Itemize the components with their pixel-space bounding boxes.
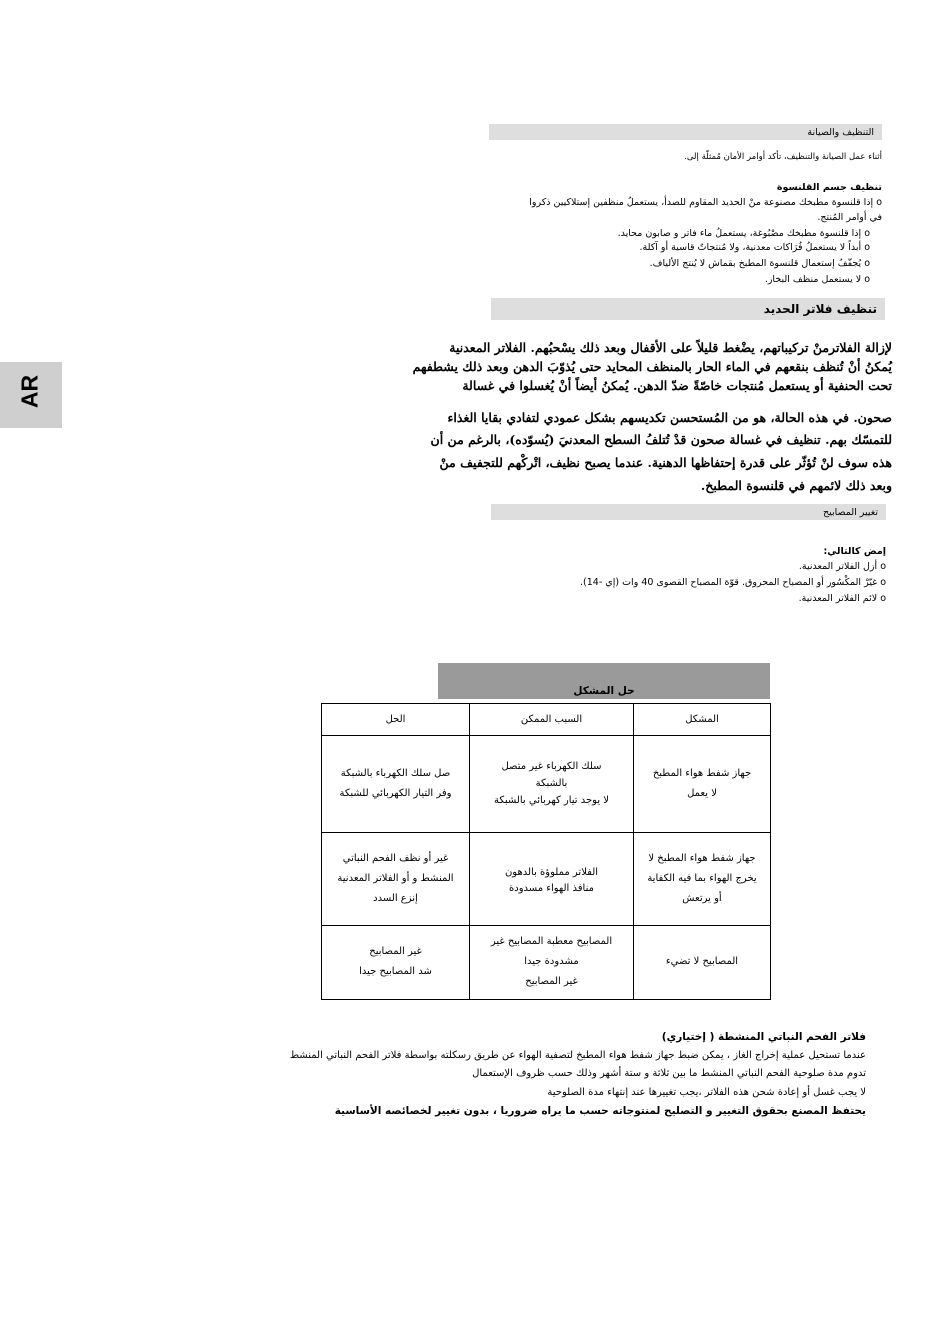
cell-line: بالشبكة	[535, 778, 568, 790]
cell-line: يخرج الهواء بما فيه الكفاية	[647, 873, 757, 885]
table-row	[322, 833, 771, 925]
solution-cell	[322, 736, 470, 833]
cell-line: أو يرتعش	[682, 893, 722, 905]
language-tab-label: AR	[16, 374, 43, 409]
problem-cell	[634, 736, 771, 833]
hood-line: o إذا قلنسوة مطبخك مصنوعة منْ الحديد المقاوم للصدأ، يستعملُ منظفين إستلاكيين ذكروا	[529, 197, 882, 208]
filters-line: للتمسّك بهم. تنظيف في غسالة صحون قدْ تُتلفُ السطح المعدنيَ (يُسوّده)، بالرغم من أن	[430, 432, 892, 447]
hood-cleaning-block	[382, 182, 882, 292]
table-header-row	[322, 704, 771, 736]
lamps-line: o غيّرْ المكْسُور أو المصباح المحروق. قوّة المصباح القصوى 40 وات (إي -14).	[580, 577, 886, 588]
cell-line: منافذ الهواء مسدودة	[509, 883, 594, 895]
solution-cell	[322, 925, 470, 999]
filters-line: صحون. في هذه الحالة، هو من المُستحسن تكديسهم بشكل عمودي لتفادي بقايا الغذاء	[447, 410, 892, 425]
table-row	[322, 925, 771, 999]
section-header-cleaning-text: التنظيف والصيانة	[807, 127, 874, 138]
cleaning-intro-text: أثناء عمل الصيانة والتنظيف، تأكد أوامر الأمان مُمثلّة إلى.	[684, 152, 882, 162]
section-header-filters	[491, 298, 885, 320]
cell-line: وفر التيار الكهربائي للشبكة	[339, 788, 452, 800]
lamps-text-block	[366, 546, 886, 616]
cell-line: شد المصابيح جيدا	[359, 966, 432, 978]
problem-cell	[634, 925, 771, 999]
charcoal-title: فلاتر الفحم النباتي المنشطة ( إختياري)	[661, 1031, 866, 1043]
cell-line: مشدودة جيدا	[524, 956, 579, 968]
cell-line: لا يوجد تيار كهربائي بالشبكة	[493, 795, 609, 807]
filters-line: يُمكنُ أنْ تُنظف بنقعهم في الماء الحار بالمنظف المحايد حتى يُذوّبَ الدهن وبعد ذلك يشطفهم	[412, 359, 892, 374]
manufacturer-notice: يحتفظ المصنع بحقوق التغيير و التصليح لمنتوجاته حسب ما يراه ضروريا ، بدون تغيير لخصائصه الأساسية	[334, 1105, 866, 1117]
cause-cell	[470, 833, 634, 925]
filters-line: وبعد ذلك لائمهم في قلنسوة المطبخ.	[700, 478, 892, 493]
filters-text-block	[372, 340, 892, 500]
column-header-solution: الحل	[322, 704, 470, 736]
hood-line: o أبداً لا يستعملُ فُرَاكات معدنية، ولا مُنتجاتٌ قاسية أو آكلة.	[639, 242, 870, 253]
column-header-cause: السبب الممكن	[470, 704, 634, 736]
filters-line: تحت الحنفية أو يستعمل مُنتجات خاصّةً ضدّ الدهن. يُمكنُ أيضاً أنْ يُغسلوا في غسالة	[462, 378, 892, 393]
cell-line: صل سلك الكهرباء بالشبكة	[340, 768, 451, 780]
cause-cell	[470, 736, 634, 833]
lamps-line: o أزل الفلاتر المعدنية.	[798, 561, 886, 572]
cell-line: جهاز شفط هواء المطبخ	[652, 768, 752, 780]
cell-line: غير المصابيح	[525, 976, 578, 988]
lamps-line: o لائم الفلاتر المعدنية.	[798, 593, 886, 604]
filters-line: هذه سوف لنْ تُؤثّر على قدرة إحتفاظها الدهنية. عندما يصبح نظيف، اتْركْهم للتجفيف منْ	[439, 455, 892, 470]
hood-line: في أوامر المُنتج.	[817, 212, 882, 223]
cell-line: الفلاتر مملوؤة بالدهون	[504, 867, 599, 879]
cell-line: إنزع السدد	[373, 893, 418, 905]
section-header-cleaning	[489, 124, 882, 140]
cell-line: جهاز شفط هواء المطبخ لا	[648, 853, 756, 865]
hood-cleaning-title: تنظيف جسم القلنسوة	[776, 182, 882, 193]
column-header-problem: المشكل	[634, 704, 771, 736]
section-header-filters-text: تنظيف فلاتر الحديد	[763, 302, 877, 316]
hood-line: o إذا قلنسوة مطبخك مصْبُوغة، يستعملُ ماء فاتر و صابون محايد.	[617, 228, 870, 239]
cell-line: غير المصابيح	[369, 946, 422, 958]
problem-cell	[634, 833, 771, 925]
cell-line: المنشط و أو الفلاتر المعدنية	[337, 873, 454, 885]
cell-line: لا يعمل	[687, 788, 717, 800]
charcoal-line: عندما تستحيل عملية إخراج الغاز ، يمكن ضبط جهاز شفط هواء المطبخ لتصفية الهواء عن طريق رسكلته بواسطة فلاتر الفحم النباتي المنشط	[289, 1050, 866, 1061]
language-tab	[0, 362, 62, 428]
cause-cell	[470, 925, 634, 999]
hood-line: o يُجفّفُ إستعمال قلنسوة المطبخ بقماش لا يُنتج الألياف.	[649, 258, 870, 269]
filters-line: لإزالة الفلاترمنْ تركيباتهم، يضْغط قليلاً على الأقفال وبعد ذلك يسْحبُهم. الفلاتر المعدنية	[449, 340, 892, 355]
charcoal-line: لا يجب غسل أو إعادة شحن هذه الفلاتر ،يجب تغييرها عند إنتهاء مدة الصلوحية	[547, 1087, 866, 1098]
solution-cell	[322, 833, 470, 925]
troubleshooting-table	[321, 703, 771, 1000]
section-header-lamps-text: تغيير المصابيح	[822, 507, 878, 518]
cell-line: غير أو نظف الفحم النباتي	[342, 853, 449, 865]
cell-line: المصابيح لا تضيء	[665, 956, 739, 968]
troubleshooting-title: حل المشكل	[573, 685, 635, 697]
table-row	[322, 736, 771, 833]
lamps-intro: إمض كالتالي:	[823, 546, 886, 557]
troubleshooting-header	[438, 663, 770, 699]
cell-line: سلك الكهرباء غير متصل	[501, 761, 602, 773]
charcoal-line: تدوم مدة صلوحية الفحم النباتي المنشط ما بين ثلاثة و ستة أشهر وذلك حسب ظروف الإستعمال	[472, 1068, 866, 1079]
section-header-lamps	[491, 504, 886, 520]
hood-line: o لا يستعمل منظف البخار.	[764, 274, 870, 285]
cell-line: المصابيح معطبة المصابيح غير	[490, 936, 613, 948]
